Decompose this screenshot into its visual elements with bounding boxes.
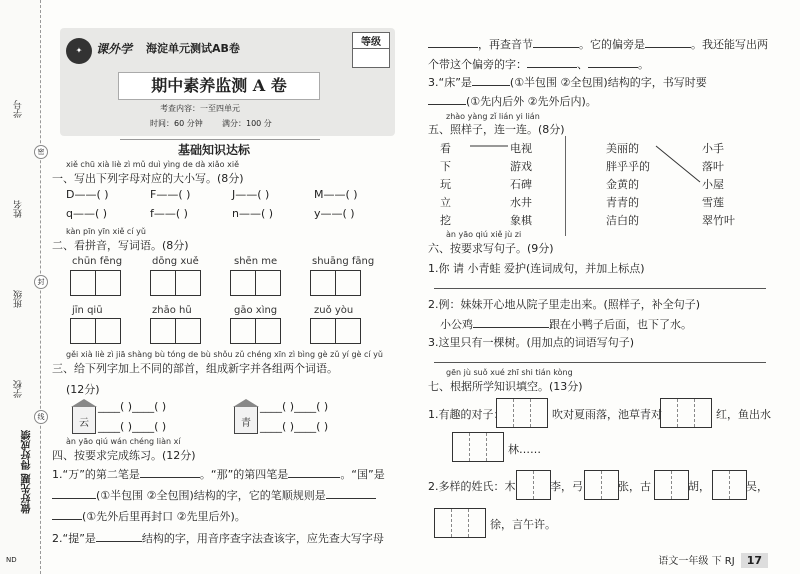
q5-word[interactable]: 玩 xyxy=(440,178,451,191)
q5-word[interactable]: 挖 xyxy=(440,214,451,227)
name-label: 姓名 xyxy=(14,200,24,218)
q1-item[interactable]: M——( ) xyxy=(314,188,358,201)
q5-word[interactable]: 看 xyxy=(440,142,451,155)
student-number-label: 学号 xyxy=(14,100,24,118)
seal-circle: 线 xyxy=(34,410,48,424)
r-line: 个带这个偏旁的字： 、 。 xyxy=(428,58,649,71)
q4-line: 1.“万”的第二笔是 。“那”的第四笔是 。“国”是 xyxy=(52,468,385,481)
q7-item: 1.有趣的对子： xyxy=(428,408,505,421)
q3-pinyin: gěi xià liè zì jiā shàng bù tóng de bù shǒu zǔ chéng xīn zì bìng gè zǔ yí gè cí yǔ xyxy=(66,350,383,359)
q5-pinyin: zhào yàng zǐ lián yi lián xyxy=(446,112,540,121)
q5-word[interactable]: 美丽的 xyxy=(606,142,639,155)
exam-scope: 考查内容：一至四单元 xyxy=(160,104,240,113)
answer-box[interactable] xyxy=(452,432,504,462)
q1-item[interactable]: D——( ) xyxy=(66,188,109,201)
q5-word[interactable]: 水井 xyxy=(510,196,532,209)
writing-grid[interactable] xyxy=(70,318,121,344)
sidebar-slogan: 做好先题 得好成绩 xyxy=(22,430,33,514)
q5-word[interactable]: 洁白的 xyxy=(606,214,639,227)
q3-score: (12分) xyxy=(66,383,100,396)
q1-item[interactable]: F——( ) xyxy=(150,188,191,201)
q2-pinyin-word: chūn fēng xyxy=(72,256,123,267)
q1-item[interactable]: q——( ) xyxy=(66,207,108,220)
q7-item: 胡， xyxy=(688,480,710,493)
q3-blank[interactable]: ____( )____( ) xyxy=(260,420,329,433)
q7-item: 吹对夏雨落，池草青对 xyxy=(552,408,662,421)
q7-item: 红，鱼出水 xyxy=(716,408,771,421)
q3-heading: 三、给下列字加上不同的部首，组成新字并各组两个词语。 xyxy=(52,362,338,375)
q6-item: 3.这里只有一棵树。(用加点的词语写句子) xyxy=(428,336,635,349)
r-line: (①先内后外 ②先外后内)。 xyxy=(428,93,597,109)
q2-pinyin-word: shuāng fāng xyxy=(312,256,375,267)
q1-item[interactable]: y——( ) xyxy=(314,207,355,220)
q3-blank[interactable]: ____( )____( ) xyxy=(98,420,167,433)
q7-heading: 七、根据所学知识填空。(13分) xyxy=(428,380,583,393)
q5-word[interactable]: 立 xyxy=(440,196,451,209)
q2-heading: 二、看拼音，写词语。(8分) xyxy=(52,239,189,252)
writing-grid[interactable] xyxy=(230,270,281,296)
page-footer xyxy=(658,552,768,568)
answer-line[interactable] xyxy=(434,288,766,289)
r-line: ，再查音节 。它的偏旁是 。我还能写出两 xyxy=(428,36,768,52)
q5-word[interactable]: 小手 xyxy=(702,142,724,155)
q1-heading: 一、写出下列字母对应的大小写。(8分) xyxy=(52,172,244,185)
q5-word[interactable]: 落叶 xyxy=(702,160,724,173)
example-link-lines xyxy=(470,140,710,200)
q1-item[interactable]: n——( ) xyxy=(232,207,274,220)
seal-circle: 密 xyxy=(34,145,48,159)
answer-box[interactable] xyxy=(660,398,712,428)
answer-box[interactable] xyxy=(516,470,551,500)
q1-pinyin: xiě chū xià liè zì mǔ duì yìng de dà xiǎo xiě xyxy=(66,160,239,169)
answer-box[interactable] xyxy=(434,508,486,538)
writing-grid[interactable] xyxy=(70,270,121,296)
brand-mark: 课外学 xyxy=(96,42,133,56)
q5-word[interactable]: 胖乎乎的 xyxy=(606,160,650,173)
school-label: 学校 xyxy=(14,380,24,398)
r-line: 3.“床”是 (①半包围 ②全包围)结构的字，书写时要 xyxy=(428,76,707,89)
q5-word[interactable]: 下 xyxy=(440,160,451,173)
answer-line[interactable] xyxy=(434,362,766,363)
q5-word[interactable]: 游戏 xyxy=(510,160,532,173)
q5-word[interactable]: 青青的 xyxy=(606,196,639,209)
q7-item: 李，弓 xyxy=(550,480,583,493)
binding-strip xyxy=(0,0,45,574)
exam-score: 满分：100 分 xyxy=(222,119,272,128)
answer-box[interactable] xyxy=(584,470,619,500)
q4-line: 2.“提”是 结构的字，用音序查字法查该字，应先查大写字母 xyxy=(52,532,384,545)
sidebar-code: ND xyxy=(6,556,17,564)
q3-blank[interactable]: ____( )____( ) xyxy=(98,400,167,413)
page-number: 17 xyxy=(741,553,768,568)
q1-item[interactable]: J——( ) xyxy=(232,188,270,201)
q2-pinyin: kàn pīn yīn xiě cí yǔ xyxy=(66,227,146,236)
q6-item: 小公鸡 跟在小鸭子后面，也下了水。 xyxy=(440,318,692,331)
answer-box[interactable] xyxy=(712,470,747,500)
q4-line: (①半包围 ②全包围)结构的字，它的笔顺规则是 xyxy=(52,487,376,503)
writing-grid[interactable] xyxy=(310,270,361,296)
q5-word[interactable]: 雪莲 xyxy=(702,196,724,209)
q6-item: 1.你 请 小青蛙 爱护(连词成句，并加上标点) xyxy=(428,262,645,275)
q5-word[interactable]: 翠竹叶 xyxy=(702,214,735,227)
q7-item: 徐，言午许。 xyxy=(490,518,556,531)
grade-box xyxy=(352,32,390,68)
q4-heading: 四、按要求完成练习。(12分) xyxy=(52,449,196,462)
q7-item: 林…… xyxy=(508,443,541,456)
footer-subject: 语文一年级 下 RJ xyxy=(658,556,735,567)
q5-word[interactable]: 象棋 xyxy=(510,214,532,227)
answer-box[interactable] xyxy=(654,470,689,500)
series-title: 海淀单元测试AB卷 xyxy=(146,42,240,55)
class-label: 班级 xyxy=(14,290,24,308)
q4-pinyin: àn yāo qiú wán chéng liàn xí xyxy=(66,437,181,446)
q5-word[interactable]: 小屋 xyxy=(702,178,724,191)
q6-pinyin: àn yāo qiú xiě jù zi xyxy=(446,230,522,239)
q5-word[interactable]: 金黄的 xyxy=(606,178,639,191)
q4-line: (①先外后里再封口 ②先里后外)。 xyxy=(52,508,246,524)
q7-item: 吴， xyxy=(746,480,768,493)
logo-icon: ✦ xyxy=(66,38,92,64)
q2-pinyin-word: gāo xìng xyxy=(234,305,278,316)
q2-pinyin-word: shēn me xyxy=(234,256,278,267)
writing-grid[interactable] xyxy=(310,318,361,344)
writing-grid[interactable] xyxy=(150,318,201,344)
q6-item: 2.例：妹妹开心地从院子里走出来。(照样子，补全句子) xyxy=(428,298,701,311)
q5-word[interactable]: 石碑 xyxy=(510,178,532,191)
q7-pinyin: gēn jù suǒ xué zhī shi tián kòng xyxy=(446,368,573,377)
seal-circle: 封 xyxy=(34,275,48,289)
q1-item[interactable]: f——( ) xyxy=(150,207,188,220)
q5-heading: 五、照样子，连一连。(8分) xyxy=(428,123,565,136)
q3-blank[interactable]: ____( )____( ) xyxy=(260,400,329,413)
q2-pinyin-word: jīn qiū xyxy=(72,305,103,316)
q6-heading: 六、按要求写句子。(9分) xyxy=(428,242,554,255)
q7-item: 张，古 xyxy=(618,480,651,493)
q2-pinyin-word: zuǒ yòu xyxy=(314,305,354,316)
q2-pinyin-word: zhāo hū xyxy=(152,305,192,316)
q7-item: 2.多样的姓氏：木 xyxy=(428,480,516,493)
exam-time: 时间：60 分钟 xyxy=(150,119,203,128)
q5-word[interactable]: 电视 xyxy=(510,142,532,155)
grade-label: 等级 xyxy=(353,33,389,49)
writing-grid[interactable] xyxy=(150,270,201,296)
char-house: 青 xyxy=(234,406,258,434)
section-banner: 基础知识达标 xyxy=(172,141,256,158)
q2-pinyin-word: dōng xuě xyxy=(152,256,199,267)
answer-box[interactable] xyxy=(496,398,548,428)
page-title: 期中素养监测 A 卷 xyxy=(118,72,320,100)
char-house: 云 xyxy=(72,406,96,434)
writing-grid[interactable] xyxy=(230,318,281,344)
